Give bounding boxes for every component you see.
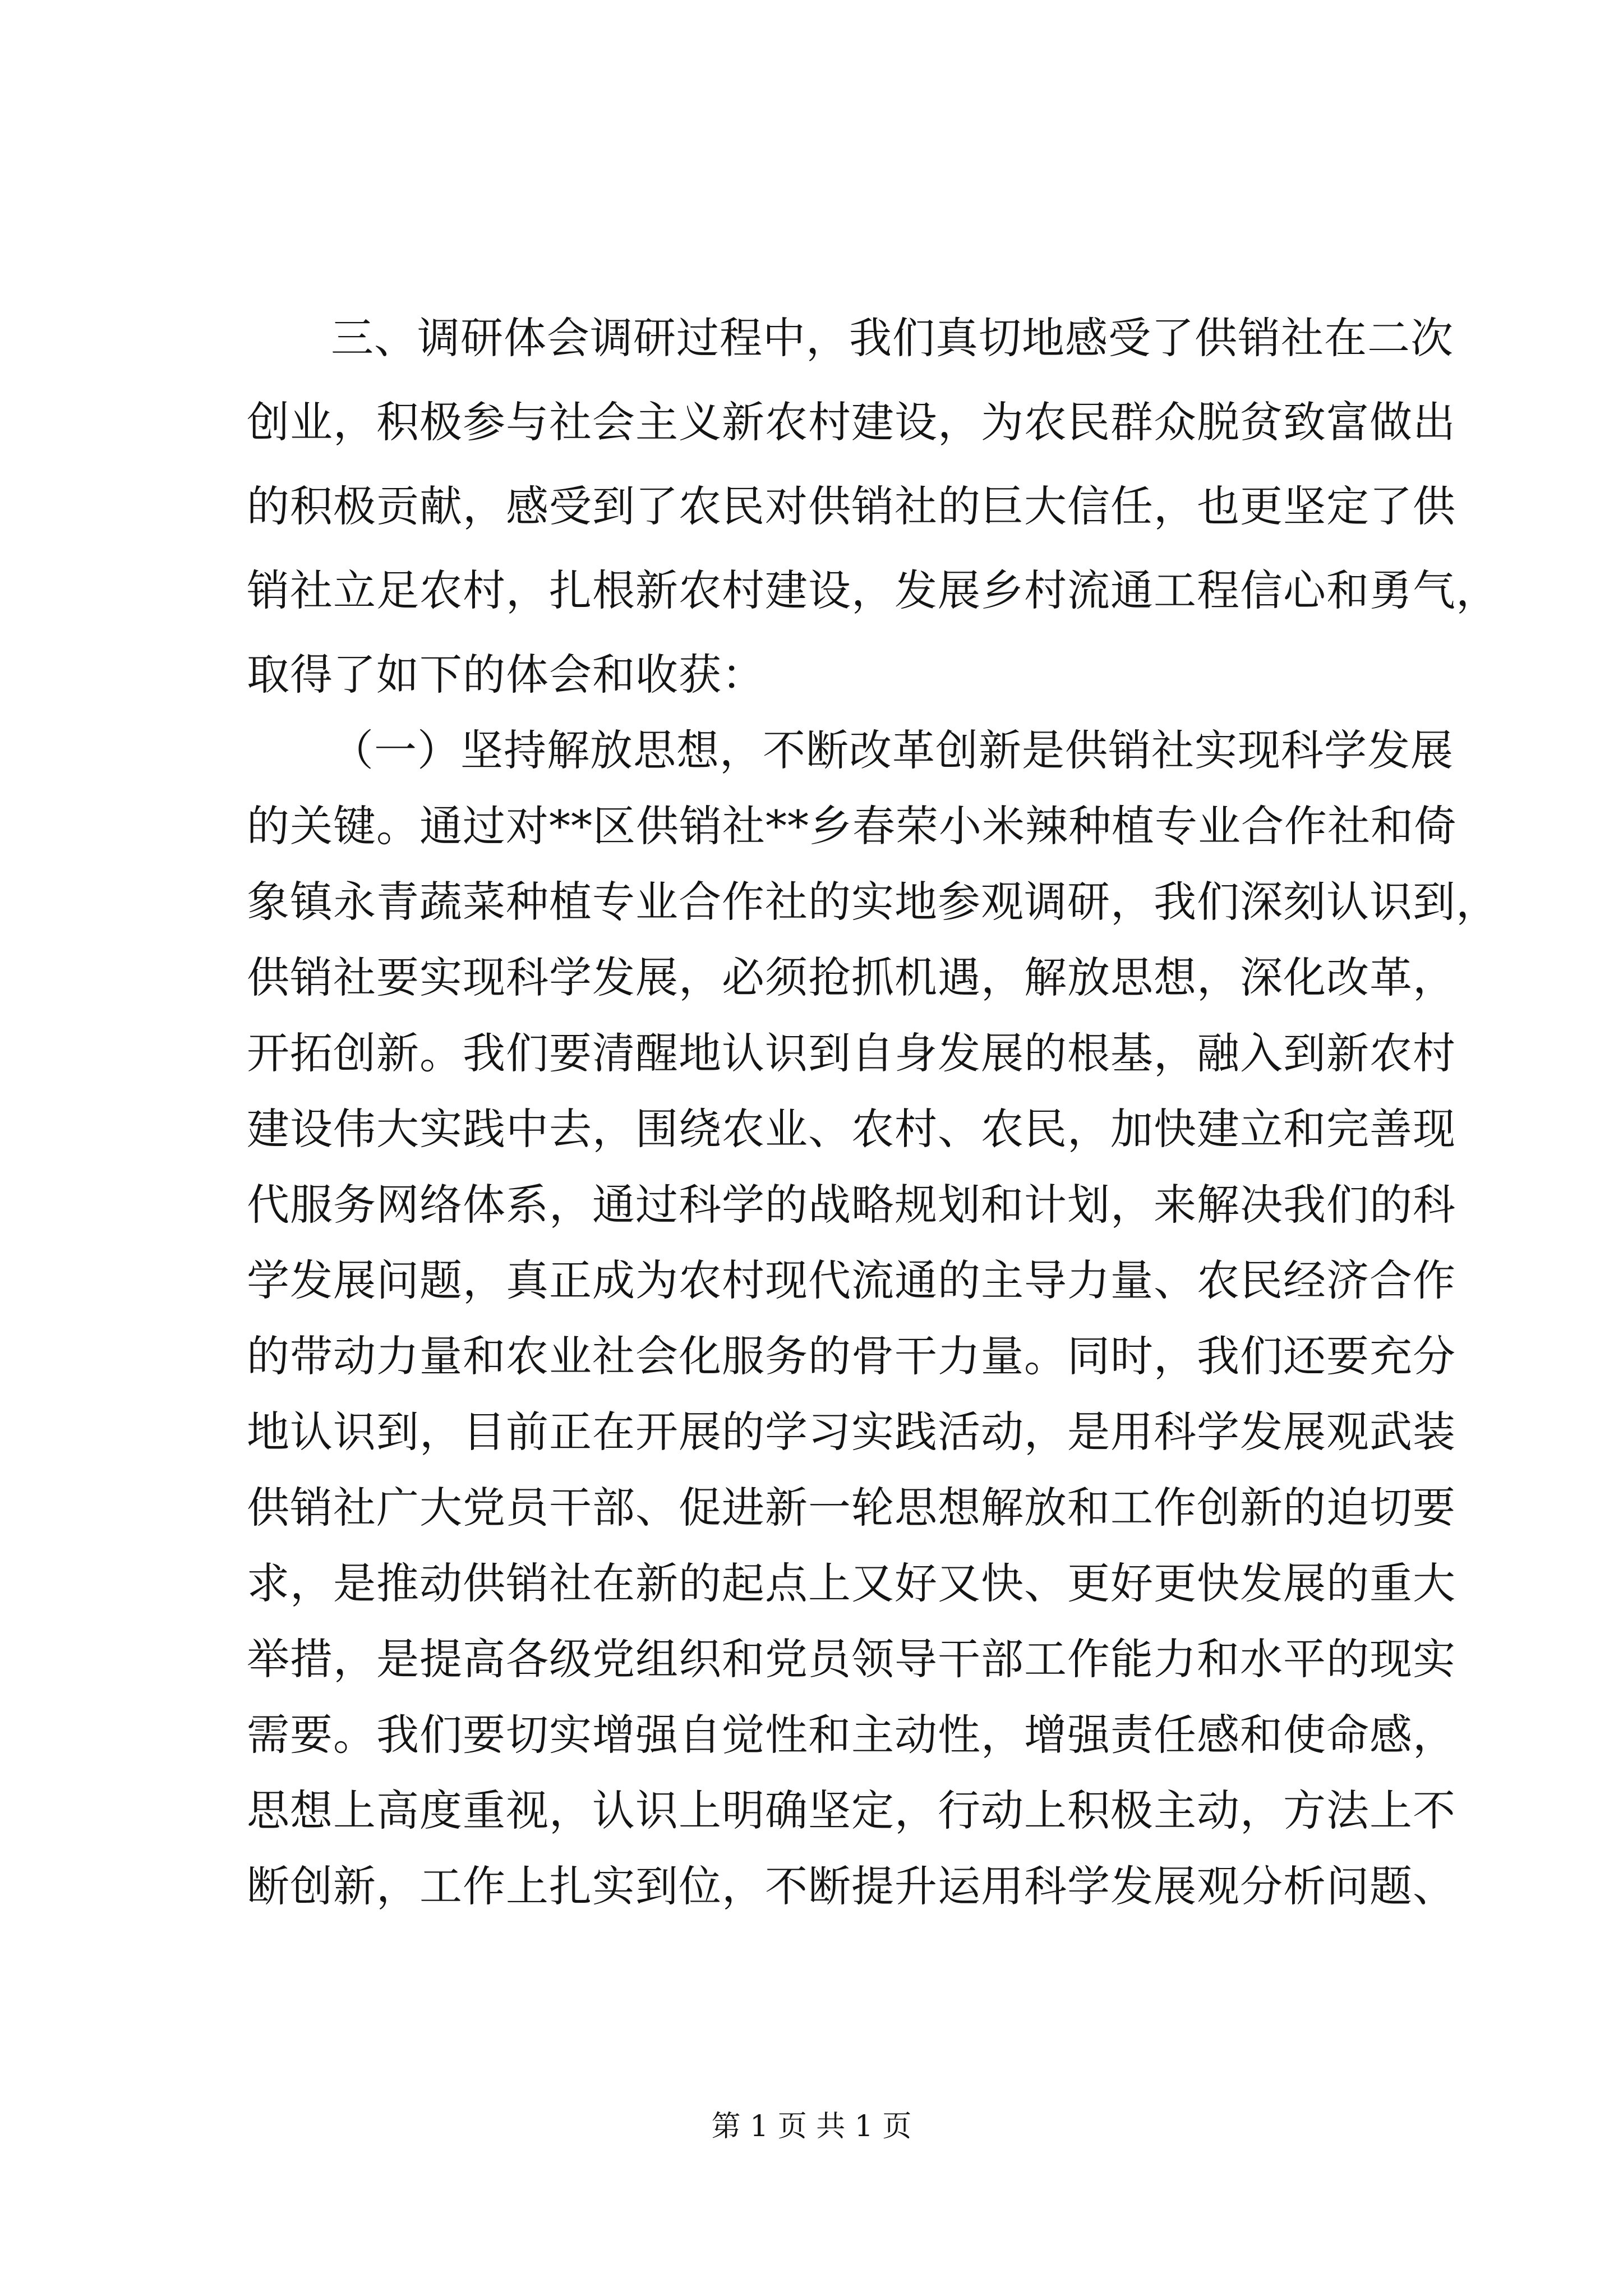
paragraph-line: 建设伟大实践中去，围绕农业、农村、农民，加快建立和完善现 (247, 1104, 1456, 1154)
paragraph-line: 取得了如下的体会和收获： (247, 650, 765, 700)
paragraph-line: 的带动力量和农业社会化服务的骨干力量。同时，我们还要充分 (247, 1331, 1456, 1381)
paragraph-line: 销社立足农村，扎根新农村建设，发展乡村流通工程信心和勇气， (247, 565, 1499, 615)
paragraph-line: 创业，积极参与社会主义新农村建设，为农民群众脱贫致富做出 (247, 397, 1456, 447)
paragraph-line: 的关键。通过对**区供销社**乡春荣小米辣种植专业合作社和倚 (247, 801, 1457, 851)
paragraph-line: （一）坚持解放思想，不断改革创新是供销社实现科学发展 (331, 725, 1454, 775)
paragraph-line: 三、调研体会调研过程中，我们真切地感受了供销社在二次 (331, 313, 1454, 363)
paragraph-line: 供销社广大党员干部、促进新一轮思想解放和工作创新的迫切要 (247, 1483, 1456, 1533)
paragraph-line: 象镇永青蔬菜种植专业合作社的实地参观调研，我们深刻认识到， (247, 877, 1499, 927)
paragraph-line: 断创新，工作上扎实到位，不断提升运用科学发展观分析问题、 (247, 1861, 1456, 1911)
page-footer: 第 1 页 共 1 页 (711, 2110, 912, 2143)
paragraph-line: 需要。我们要切实增强自觉性和主动性，增强责任感和使命感， (247, 1710, 1456, 1760)
paragraph-line: 供销社要实现科学发展，必须抢抓机遇，解放思想，深化改革， (247, 953, 1456, 1002)
paragraph-line: 学发展问题，真正成为农村现代流通的主导力量、农民经济合作 (247, 1255, 1456, 1305)
paragraph-line: 思想上高度重视，认识上明确坚定，行动上积极主动，方法上不 (247, 1786, 1456, 1835)
paragraph-line: 的积极贡献，感受到了农民对供销社的巨大信任，也更坚定了供 (247, 481, 1456, 531)
paragraph-line: 求，是推动供销社在新的起点上又好又快、更好更快发展的重大 (247, 1558, 1456, 1608)
paragraph-line: 代服务网络体系，通过科学的战略规划和计划，来解决我们的科 (247, 1180, 1456, 1230)
paragraph-line: 举措，是提高各级党组织和党员领导干部工作能力和水平的现实 (247, 1634, 1456, 1684)
paragraph-line: 地认识到，目前正在开展的学习实践活动，是用科学发展观武装 (247, 1407, 1456, 1457)
paragraph-line: 开拓创新。我们要清醒地认识到自身发展的根基，融入到新农村 (247, 1028, 1456, 1078)
